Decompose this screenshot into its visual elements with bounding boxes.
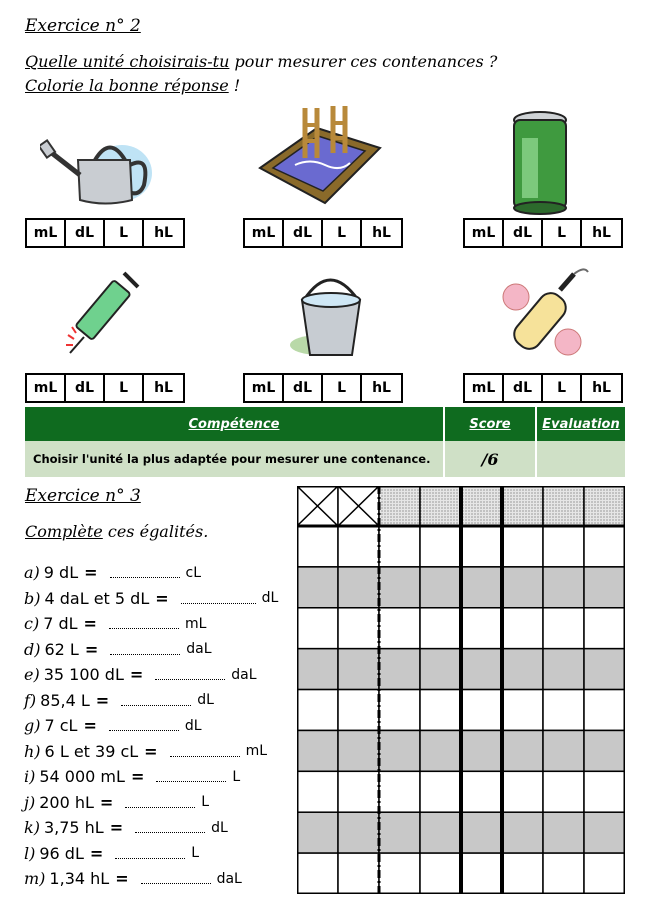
grid-cell[interactable]	[502, 853, 543, 894]
item-label: e)	[24, 665, 40, 685]
unit-ml[interactable]: mL	[27, 220, 66, 246]
grid-cell[interactable]	[584, 812, 625, 853]
grid-cell[interactable]	[379, 690, 420, 731]
grid-cell[interactable]	[461, 526, 502, 567]
answer-blank[interactable]	[110, 567, 180, 578]
item-label: j)	[24, 792, 36, 812]
grid-header-cell[interactable]	[502, 486, 543, 526]
answer-blank[interactable]	[115, 848, 185, 859]
grid-cell[interactable]	[420, 690, 461, 731]
item-left: 4 daL et 5 dL	[44, 588, 150, 608]
grid-cell[interactable]	[379, 853, 420, 894]
equality-item	[24, 662, 278, 688]
grid-cell[interactable]	[420, 771, 461, 812]
grid-cell[interactable]	[338, 649, 379, 690]
grid-cell[interactable]	[502, 526, 543, 567]
equality-item	[24, 739, 278, 765]
item-left: 7 dL	[43, 614, 78, 634]
unit-dl[interactable]: dL	[284, 220, 323, 246]
grid-cell[interactable]	[584, 730, 625, 771]
unit-l[interactable]: L	[105, 375, 144, 401]
grid-cell[interactable]	[379, 608, 420, 649]
grid-cell[interactable]	[461, 853, 502, 894]
grid-cell[interactable]	[461, 812, 502, 853]
unit-l[interactable]: L	[543, 375, 582, 401]
item-unit: L	[201, 794, 210, 811]
item-label: f)	[24, 690, 37, 710]
grid-cell[interactable]	[543, 812, 584, 853]
equals-sign: =	[84, 639, 99, 659]
question-rest: pour mesurer ces contenances ?	[229, 52, 498, 71]
grid-cell[interactable]	[297, 771, 338, 812]
grid-cell[interactable]	[502, 608, 543, 649]
item-unit: mL	[184, 615, 207, 632]
grid-cell[interactable]	[420, 730, 461, 771]
unit-dl[interactable]: dL	[66, 220, 105, 246]
unit-hl[interactable]: hL	[372, 380, 391, 396]
answer-blank[interactable]	[181, 593, 256, 604]
grid-cell[interactable]	[584, 690, 625, 731]
grid-cell[interactable]	[297, 526, 338, 567]
grid-cell[interactable]	[420, 853, 461, 894]
grid-cell[interactable]	[338, 526, 379, 567]
item-unit: L	[191, 845, 200, 862]
grid-cell[interactable]	[543, 853, 584, 894]
grid-cell[interactable]	[420, 608, 461, 649]
grid-cell[interactable]	[584, 649, 625, 690]
grid-cell[interactable]	[502, 771, 543, 812]
grid-cell[interactable]	[420, 812, 461, 853]
question-underlined: Quelle unité choisirais-tu	[25, 52, 230, 71]
grid-cell[interactable]	[543, 730, 584, 771]
unit-choices-pool	[243, 218, 403, 248]
item-unit: mL	[245, 743, 268, 760]
answer-blank[interactable]	[155, 669, 225, 680]
item-unit: dL	[261, 590, 279, 607]
soda-can-icon	[508, 108, 573, 218]
grid-cell[interactable]	[297, 567, 338, 608]
item-label: b)	[24, 588, 41, 608]
answer-blank[interactable]	[109, 720, 179, 731]
grid-header-cell[interactable]	[584, 486, 625, 526]
grid-cell[interactable]	[338, 567, 379, 608]
equals-sign: =	[83, 716, 97, 736]
grid-cell[interactable]	[338, 690, 379, 731]
item-left: 7 cL	[44, 716, 78, 736]
equality-item	[24, 790, 278, 816]
grid-cell[interactable]	[338, 608, 379, 649]
item-left: 6 L et 39 cL	[44, 741, 139, 761]
conversion-grid	[297, 486, 625, 894]
equality-item	[24, 688, 278, 714]
equality-item	[24, 866, 278, 892]
answer-blank[interactable]	[156, 771, 226, 782]
item-left: 1,34 hL	[49, 869, 110, 889]
item-left: 35 100 dL	[43, 665, 124, 685]
exercise2-question	[25, 52, 497, 71]
item-unit: L	[232, 768, 241, 785]
unit-ml[interactable]: mL	[465, 375, 504, 401]
equality-item	[24, 815, 278, 841]
unit-dl[interactable]: dL	[504, 375, 543, 401]
instruction-suffix: !	[228, 76, 241, 95]
equals-sign: =	[84, 563, 98, 583]
item-label: l)	[24, 843, 36, 863]
equals-sign: =	[89, 843, 104, 863]
grid-cell[interactable]	[379, 649, 420, 690]
item-label: i)	[24, 767, 36, 787]
unit-l[interactable]: L	[323, 220, 362, 246]
item-unit: cL	[185, 564, 202, 581]
unit-ml[interactable]: mL	[27, 375, 66, 401]
item-label: a)	[24, 563, 40, 583]
answer-blank[interactable]	[121, 695, 191, 706]
grid-header-cell[interactable]	[543, 486, 584, 526]
swimming-pool-icon	[255, 103, 385, 213]
syringe-icon	[62, 265, 147, 360]
item-left: 96 dL	[39, 843, 84, 863]
unit-l[interactable]: L	[543, 220, 582, 246]
answer-blank[interactable]	[125, 797, 195, 808]
grid-cell[interactable]	[379, 812, 420, 853]
unit-choices-soda-can	[463, 218, 623, 248]
bucket-icon	[290, 265, 375, 365]
answer-blank[interactable]	[170, 746, 240, 757]
grid-cell[interactable]	[297, 649, 338, 690]
grid-cell[interactable]	[543, 771, 584, 812]
grid-cell[interactable]	[543, 690, 584, 731]
baby-bottle-icon	[498, 262, 593, 362]
item-left: 62 L	[44, 639, 79, 659]
equals-sign: =	[130, 767, 145, 787]
grid-cell[interactable]	[502, 730, 543, 771]
grid-cell[interactable]	[502, 649, 543, 690]
score-value: /6	[445, 441, 537, 477]
equals-sign: =	[115, 869, 129, 889]
item-left: 9 dL	[43, 563, 79, 583]
item-unit: daL	[186, 641, 212, 658]
grid-cell[interactable]	[297, 853, 338, 894]
equalities-list	[24, 560, 278, 892]
equals-sign: =	[83, 614, 97, 634]
grid-cell[interactable]	[502, 812, 543, 853]
answer-blank[interactable]	[109, 618, 179, 629]
grid-cell[interactable]	[461, 649, 502, 690]
unit-choices-bucket	[243, 373, 403, 403]
unit-dl[interactable]: dL	[66, 375, 105, 401]
evaluation-value[interactable]	[537, 441, 625, 477]
competence-row	[25, 441, 625, 477]
exercise2-instruction	[25, 76, 240, 95]
equals-sign: =	[155, 588, 169, 608]
grid-cell[interactable]	[584, 853, 625, 894]
item-label: m)	[24, 869, 46, 889]
unit-hl[interactable]: hL	[592, 380, 611, 396]
skill-text: Choisir l'unité la plus adaptée pour mesurer une contenance.	[25, 441, 445, 477]
answer-blank[interactable]	[110, 644, 180, 655]
grid-header-cell[interactable]	[461, 486, 502, 526]
item-left: 85,4 L	[40, 690, 90, 710]
competence-table	[25, 407, 625, 477]
header-score: Score	[445, 407, 537, 441]
unit-hl[interactable]: hL	[592, 225, 611, 241]
grid-cell[interactable]	[584, 608, 625, 649]
grid-cell[interactable]	[379, 771, 420, 812]
instruction3-suffix: ces égalités.	[102, 522, 209, 541]
grid-cell[interactable]	[584, 567, 625, 608]
item-unit: dL	[211, 819, 228, 836]
item-left: 54 000 mL	[39, 767, 125, 787]
equals-sign: =	[144, 741, 158, 761]
grid-cell[interactable]	[543, 526, 584, 567]
grid-cell[interactable]	[379, 730, 420, 771]
instruction3-underlined: Complète	[25, 522, 103, 541]
item-unit: daL	[216, 870, 242, 887]
unit-dl[interactable]: dL	[504, 220, 543, 246]
grid-cell[interactable]	[543, 608, 584, 649]
unit-choices-baby-bottle	[463, 373, 623, 403]
exercise3-title: Exercice n° 3	[25, 486, 141, 506]
item-unit: daL	[231, 666, 257, 683]
unit-ml[interactable]: mL	[245, 375, 284, 401]
item-label: g)	[24, 716, 41, 736]
grid-cell[interactable]	[338, 812, 379, 853]
unit-choices-syringe	[25, 373, 185, 403]
grid-cell[interactable]	[338, 730, 379, 771]
unit-hl[interactable]: hL	[154, 380, 173, 396]
equality-item	[24, 586, 278, 612]
equality-item	[24, 764, 278, 790]
equals-sign: =	[99, 792, 114, 812]
grid-cell[interactable]	[543, 649, 584, 690]
unit-ml[interactable]: mL	[245, 220, 284, 246]
unit-choices-watering-can	[25, 218, 185, 248]
item-unit: dL	[184, 717, 202, 734]
unit-dl[interactable]: dL	[284, 375, 323, 401]
grid-cell[interactable]	[584, 526, 625, 567]
watering-can-icon	[40, 115, 155, 210]
grid-cell[interactable]	[297, 812, 338, 853]
exercise3-instruction	[25, 522, 208, 541]
equality-item	[24, 560, 278, 586]
grid-cell[interactable]	[379, 567, 420, 608]
grid-cell[interactable]	[297, 730, 338, 771]
equality-item	[24, 713, 278, 739]
grid-cell[interactable]	[461, 771, 502, 812]
grid-cell[interactable]	[543, 567, 584, 608]
unit-ml[interactable]: mL	[465, 220, 504, 246]
equality-item	[24, 841, 278, 867]
grid-cell[interactable]	[379, 526, 420, 567]
item-unit: dL	[197, 692, 214, 709]
unit-hl[interactable]: hL	[154, 225, 173, 241]
header-competence: Compétence	[25, 407, 445, 441]
equals-sign: =	[129, 665, 144, 685]
grid-cell[interactable]	[461, 690, 502, 731]
unit-l[interactable]: L	[323, 375, 362, 401]
grid-cell[interactable]	[297, 690, 338, 731]
header-evaluation: Evaluation	[542, 416, 620, 432]
grid-cell[interactable]	[502, 567, 543, 608]
equals-sign: =	[109, 818, 124, 838]
item-left: 3,75 hL	[43, 818, 104, 838]
grid-cell[interactable]	[420, 649, 461, 690]
grid-cell[interactable]	[338, 771, 379, 812]
item-label: d)	[24, 639, 41, 659]
item-left: 200 hL	[39, 792, 94, 812]
grid-cell[interactable]	[461, 567, 502, 608]
grid-cell[interactable]	[297, 608, 338, 649]
unit-l[interactable]: L	[105, 220, 144, 246]
equals-sign: =	[95, 690, 110, 710]
grid-header-cell[interactable]	[420, 486, 461, 526]
answer-blank[interactable]	[135, 822, 205, 833]
item-label: h)	[24, 741, 41, 761]
equality-item	[24, 611, 278, 637]
grid-cell[interactable]	[338, 853, 379, 894]
item-label: k)	[24, 818, 40, 838]
answer-blank[interactable]	[141, 873, 211, 884]
competence-header-row	[25, 407, 625, 441]
grid-cell[interactable]	[420, 526, 461, 567]
unit-hl[interactable]: hL	[372, 225, 391, 241]
grid-cell[interactable]	[461, 730, 502, 771]
instruction-underlined: Colorie la bonne réponse	[25, 76, 229, 95]
exercise2-title: Exercice n° 2	[25, 16, 141, 36]
item-label: c)	[24, 614, 40, 634]
grid-cell[interactable]	[461, 608, 502, 649]
grid-cell[interactable]	[584, 771, 625, 812]
grid-cell[interactable]	[502, 690, 543, 731]
grid-cell[interactable]	[420, 567, 461, 608]
grid-header-cell[interactable]	[379, 486, 420, 526]
equality-item	[24, 637, 278, 663]
